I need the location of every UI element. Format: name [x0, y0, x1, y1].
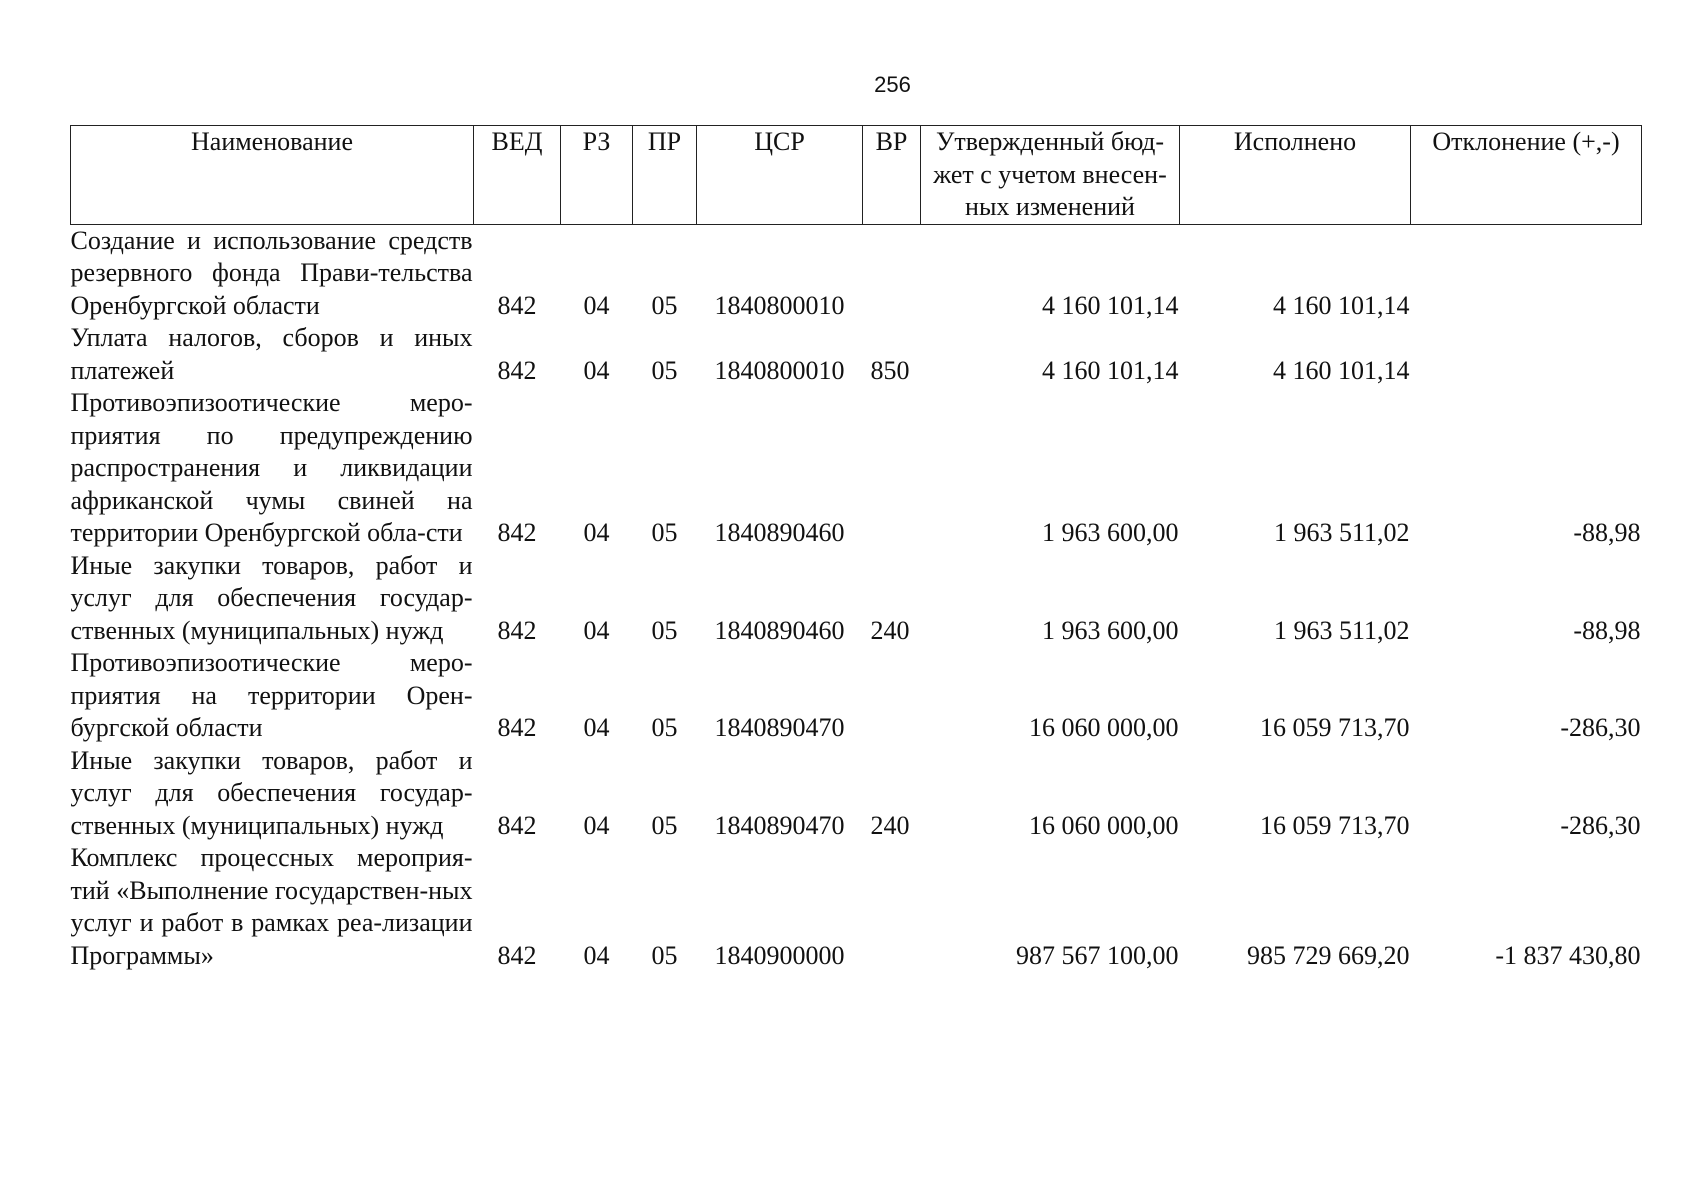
cell-vr	[863, 842, 921, 972]
cell-vr: 240	[870, 615, 910, 645]
cell-name: Противоэпизоотические меро-приятия по предупреждению распространения и ликвидации африканской чумы свиней на территории Оренбургской обла-сти	[70, 388, 473, 547]
header-csr: ЦСР	[697, 126, 863, 225]
cell-ved: 842	[497, 810, 537, 840]
table-row	[71, 322, 1642, 387]
table-body	[71, 224, 1642, 972]
header-rz: РЗ	[561, 126, 633, 225]
cell-rz: 04	[583, 355, 610, 385]
header-ved: ВЕД	[474, 126, 561, 225]
cell-deviation	[1411, 322, 1642, 387]
header-pr: ПР	[633, 126, 697, 225]
cell-name: Иные закупки товаров, работ и услуг для обеспечения государ-ственных (муниципальных) нужд	[70, 550, 473, 645]
cell-pr: 05	[651, 355, 678, 385]
header-budget: Утвержденный бюд-жет с учетом внесен-ных изменений	[921, 126, 1180, 225]
cell-name: Уплата налогов, сборов и иных платежей	[70, 323, 473, 385]
cell-rz: 04	[583, 713, 610, 742]
cell-ved: 842	[497, 355, 537, 385]
cell-name: Противоэпизоотические меро-приятия на территории Орен-бургской области	[70, 648, 473, 742]
cell-csr: 1840900000	[714, 940, 845, 970]
cell-csr: 1840890470	[714, 713, 845, 742]
cell-rz: 04	[583, 810, 610, 840]
cell-name: Иные закупки товаров, работ и услуг для обеспечения государ-ственных (муниципальных) нужд	[70, 745, 473, 840]
table-header	[71, 126, 1642, 225]
cell-pr: 05	[651, 615, 678, 645]
cell-ved: 842	[497, 290, 537, 320]
cell-vr: 850	[870, 355, 910, 385]
cell-deviation: -88,98	[1573, 518, 1641, 547]
table-row	[71, 745, 1642, 843]
cell-vr	[863, 387, 921, 550]
cell-budget: 16 060 000,00	[1029, 713, 1179, 742]
cell-executed: 16 059 713,70	[1260, 713, 1410, 742]
cell-budget: 987 567 100,00	[1016, 940, 1179, 970]
cell-budget: 1 963 600,00	[1042, 615, 1179, 645]
table-row	[71, 550, 1642, 648]
cell-budget: 4 160 101,14	[1042, 290, 1179, 320]
cell-executed: 1 963 511,02	[1273, 518, 1410, 547]
cell-rz: 04	[583, 615, 610, 645]
cell-rz: 04	[583, 518, 610, 547]
cell-pr: 05	[651, 518, 678, 547]
header-vr: ВР	[863, 126, 921, 225]
budget-execution-table	[70, 125, 1642, 972]
table-row	[71, 387, 1642, 550]
cell-budget: 4 160 101,14	[1042, 355, 1179, 385]
cell-pr: 05	[651, 713, 678, 742]
cell-deviation: -286,30	[1560, 713, 1641, 742]
cell-csr: 1840800010	[714, 355, 845, 385]
table-row	[71, 647, 1642, 745]
cell-csr: 1840890470	[714, 810, 845, 840]
cell-budget: 16 060 000,00	[1029, 810, 1179, 840]
cell-executed: 16 059 713,70	[1260, 810, 1410, 840]
cell-csr: 1840890460	[714, 615, 845, 645]
cell-executed: 1 963 511,02	[1273, 615, 1410, 645]
cell-name: Комплекс процессных мероприя-тий «Выполнение государствен-ных услуг и работ в рамках реа-лизации Программы»	[70, 843, 473, 970]
cell-name: Создание и использование средств резервного фонда Прави-тельства Оренбургской области	[70, 225, 473, 320]
header-name: Наименование	[71, 126, 474, 225]
cell-ved: 842	[497, 615, 537, 645]
cell-ved: 842	[497, 518, 537, 547]
cell-deviation: -1 837 430,80	[1495, 940, 1641, 970]
cell-deviation: -286,30	[1560, 810, 1641, 840]
table-row	[71, 842, 1642, 972]
cell-pr: 05	[651, 940, 678, 970]
cell-executed: 985 729 669,20	[1247, 940, 1410, 970]
cell-executed: 4 160 101,14	[1273, 355, 1410, 385]
cell-vr: 240	[870, 810, 910, 840]
page-number: 256	[874, 72, 911, 97]
cell-pr: 05	[651, 810, 678, 840]
header-deviation: Отклонение (+,-)	[1411, 126, 1642, 225]
cell-vr	[863, 224, 921, 322]
cell-deviation	[1411, 224, 1642, 322]
cell-rz: 04	[583, 290, 610, 320]
header-executed: Исполнено	[1180, 126, 1411, 225]
cell-csr: 1840890460	[714, 518, 845, 547]
cell-ved: 842	[497, 713, 537, 742]
cell-executed: 4 160 101,14	[1273, 290, 1410, 320]
cell-budget: 1 963 600,00	[1042, 518, 1179, 547]
table-row	[71, 224, 1642, 322]
cell-vr	[863, 647, 921, 745]
cell-deviation: -88,98	[1573, 615, 1641, 645]
cell-ved: 842	[497, 940, 537, 970]
cell-rz: 04	[583, 940, 610, 970]
cell-pr: 05	[651, 290, 678, 320]
cell-csr: 1840800010	[714, 290, 845, 320]
